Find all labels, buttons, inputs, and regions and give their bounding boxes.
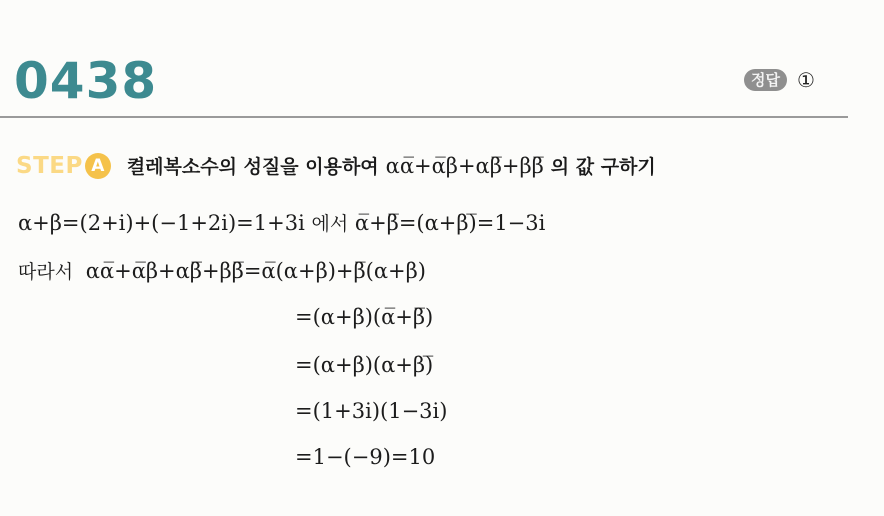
problem-number: 0438	[14, 52, 158, 110]
connector-text: 에서	[311, 213, 349, 235]
solution-line-1	[18, 209, 545, 236]
solution-step-line: =(α+β)(α+β)̅	[295, 353, 434, 377]
sum-expression: α+β=(2+i)+(−1+2i)=1+3i	[18, 211, 305, 235]
step-title: 켤레복소수의 성질을 이용하여	[126, 156, 379, 178]
conjugate-sum-expression: α̅+β̅=(α+β)̅=1−3i	[354, 211, 546, 235]
solution-line-2	[18, 257, 426, 284]
solution-step-line: =(α+β)(α̅+β̅)	[295, 305, 434, 329]
step-heading	[16, 152, 656, 179]
solution-step-line: =(1+3i)(1−3i)	[295, 399, 448, 423]
therefore-text: 따라서	[18, 261, 74, 283]
step-title-suffix: 의 값 구하기	[550, 156, 656, 178]
step-expression: αα̅+α̅β+αβ̅+ββ̅	[385, 153, 544, 178]
expansion-expression: αα̅+α̅β+αβ̅+ββ̅=α̅(α+β)+β̅(α+β)	[85, 259, 426, 283]
solution-final-line: =1−(−9)=10	[295, 445, 436, 469]
answer-badge: 정답	[744, 69, 787, 91]
answer-value: ①	[796, 68, 815, 92]
step-label: STEP	[16, 152, 83, 179]
divider-rule	[0, 116, 848, 118]
step-letter-badge: A	[85, 153, 111, 179]
answer-box	[744, 68, 815, 92]
